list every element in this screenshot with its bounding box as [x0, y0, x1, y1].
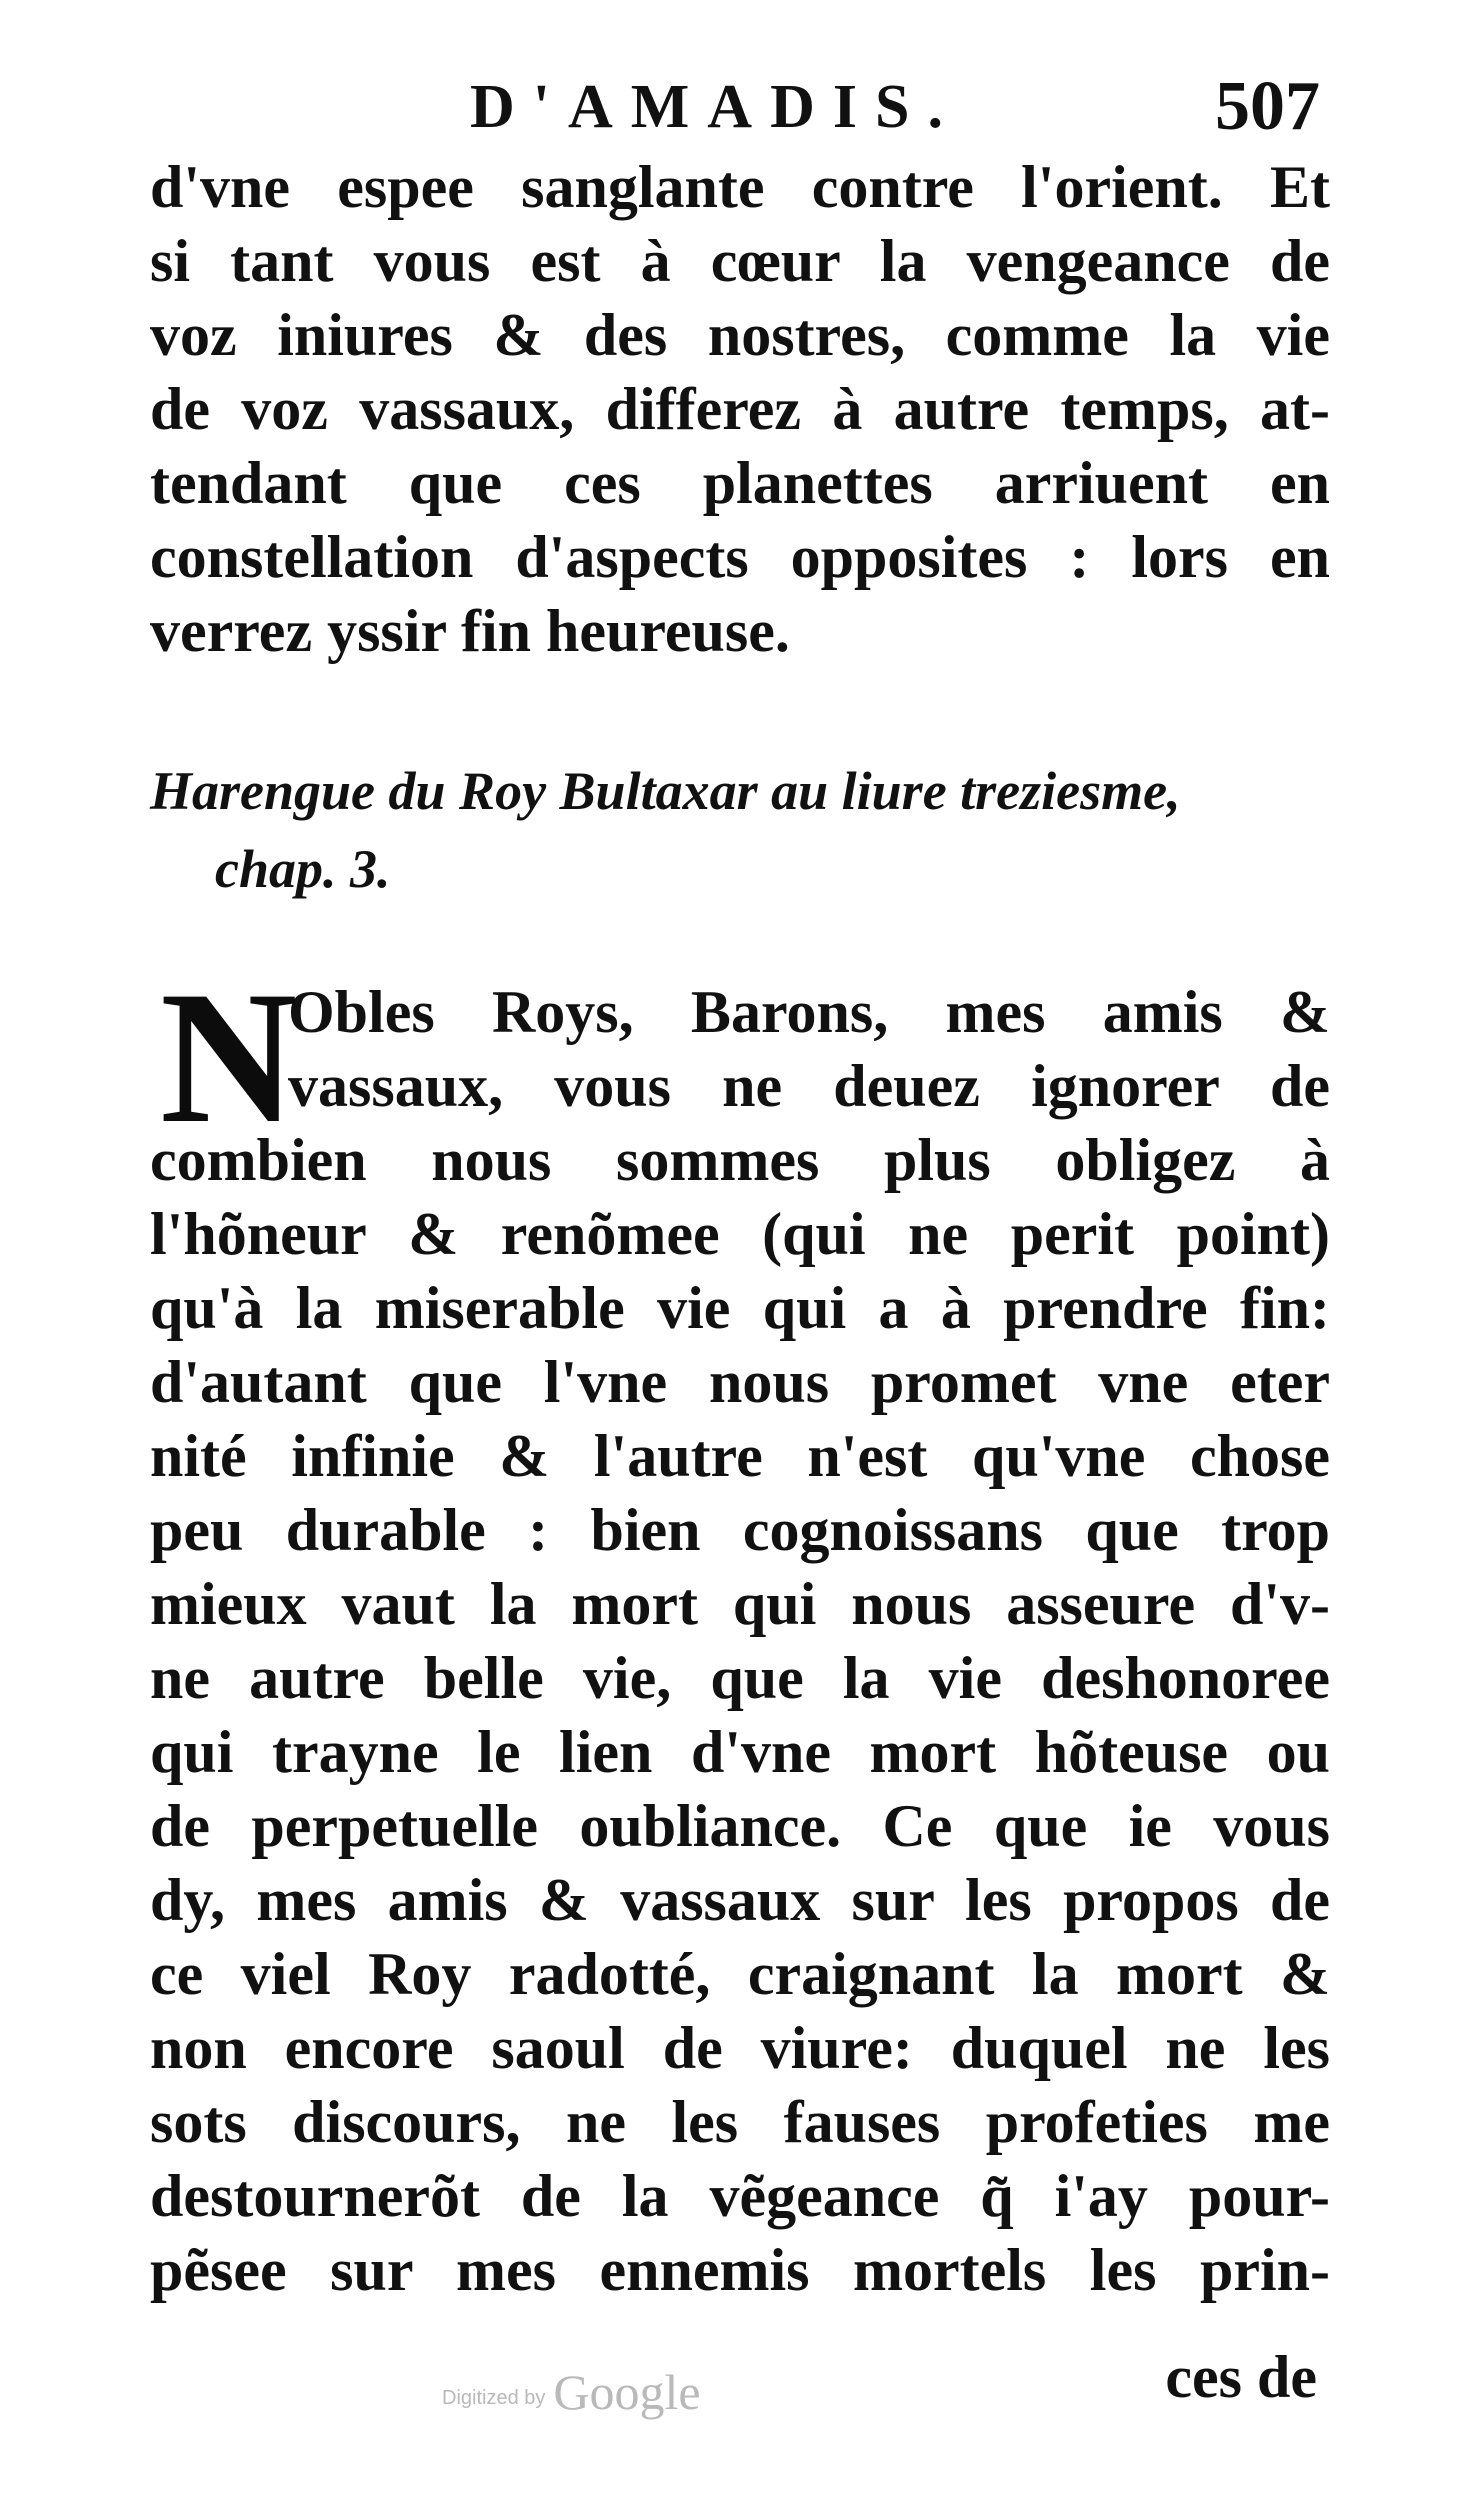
text-line: destournerõt de la vẽgeance q̃ i'ay pour-	[150, 2163, 1330, 2229]
text-line: d'autant que l'vne nous promet vne eter	[150, 1349, 1330, 1415]
text-line: pẽsee sur mes ennemis mortels les prin-	[150, 2237, 1330, 2303]
text-line: Obles Roys, Barons, mes amis &	[288, 979, 1330, 1045]
text-line: nité infinie & l'autre n'est qu'vne chose	[150, 1423, 1330, 1489]
drop-cap: N	[160, 953, 298, 1163]
text-line: mieux vaut la mort qui nous asseure d'v-	[150, 1571, 1330, 1637]
text-line: constellation d'aspects opposites : lors en	[150, 524, 1330, 590]
running-title: D'AMADIS.	[470, 73, 961, 141]
text-line: verrez yssir fin heureuse.	[150, 598, 790, 664]
digitization-watermark	[442, 2360, 701, 2420]
text-line: de perpetuelle oubliance. Ce que ie vous	[150, 1793, 1330, 1859]
text-line: l'hõneur & renõmee (qui ne perit point)	[150, 1201, 1330, 1267]
text-line: peu durable : bien cognoissans que trop	[150, 1497, 1330, 1563]
harangue-passage	[150, 953, 1330, 2307]
text-line: qu'à la miserable vie qui a à prendre fin:	[150, 1275, 1330, 1341]
text-line: d'vne espee sanglante contre l'orient. Et	[150, 154, 1330, 220]
text-line: vassaux, vous ne deuez ignorer de	[288, 1053, 1330, 1119]
text-line: sots discours, ne les fauses profeties me	[150, 2089, 1330, 2155]
text-line: ce viel Roy radotté, craignant la mort &	[150, 1941, 1330, 2007]
heading-line: chap. 3.	[215, 839, 391, 899]
watermark-prefix: Digitized by	[442, 2387, 546, 2409]
section-heading	[150, 752, 1350, 908]
page-number: 507	[1215, 68, 1320, 145]
text-line: tendant que ces planettes arriuent en	[150, 450, 1330, 516]
text-line: si tant vous est à cœur la vengeance de	[150, 228, 1330, 294]
catchword: ces de	[1165, 2344, 1317, 2410]
text-line: non encore saoul de viure: duquel ne les	[150, 2015, 1330, 2081]
heading-line: Harengue du Roy Bultaxar au liure treziesme,	[150, 761, 1181, 821]
text-line: voz iniures & des nostres, comme la vie	[150, 302, 1330, 368]
text-line: qui trayne le lien d'vne mort hõteuse ou	[150, 1719, 1330, 1785]
top-passage	[150, 150, 1330, 668]
text-line: de voz vassaux, differez à autre temps, at-	[150, 376, 1330, 442]
text-line: ne autre belle vie, que la vie deshonoree	[150, 1645, 1330, 1711]
google-logo: Google	[553, 2364, 701, 2420]
text-line: dy, mes amis & vassaux sur les propos de	[150, 1867, 1330, 1933]
text-line: combien nous sommes plus obligez à	[150, 1127, 1330, 1193]
running-header	[150, 62, 1330, 152]
